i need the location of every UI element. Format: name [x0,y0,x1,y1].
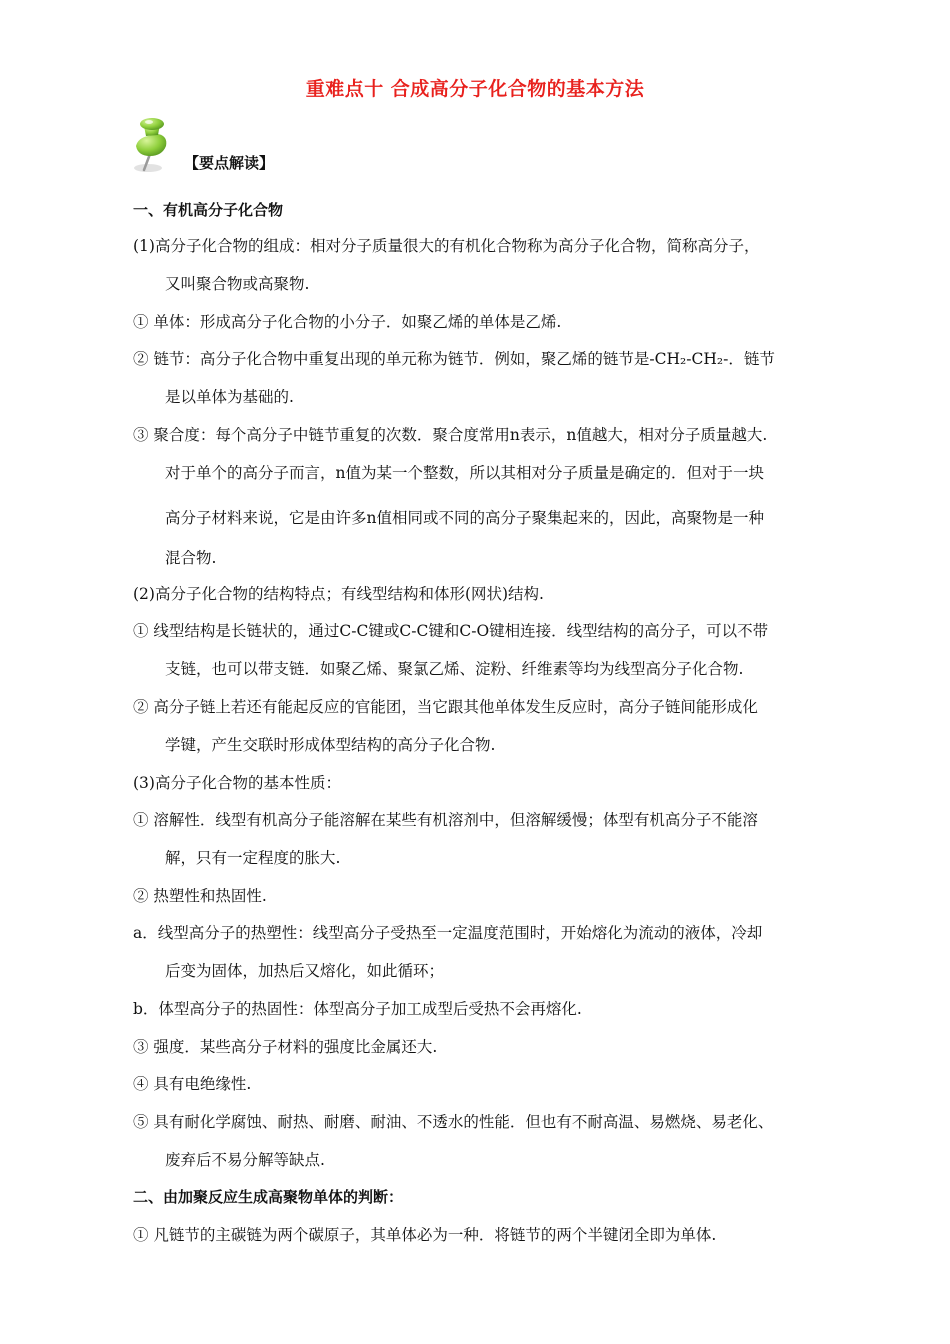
text-line: 支链，也可以带支链．如聚乙烯、聚氯乙烯、淀粉、纤维素等均为线型高分子化合物. [165,660,744,678]
text-line: ② 热塑性和热固性. [133,887,267,905]
text-line: 学键，产生交联时形成体型结构的高分子化合物. [165,736,496,754]
text-line: ① 线型结构是长链状的，通过C-C键或C-C键和C-O键相连接．线型结构的高分子，可以不带 [133,622,769,640]
text-line: 混合物. [165,549,217,567]
text-line: ② 链节：高分子化合物中重复出现的单元称为链节．例如，聚乙烯的链节是-CH₂-CH₂-．链节 [133,350,775,368]
text-line: 又叫聚合物或高聚物. [165,275,310,293]
text-line: 高分子材料来说，它是由许多n值相同或不同的高分子聚集起来的，因此，高聚物是一种 [165,509,764,527]
heading-monomer-judgment: 二、由加聚反应生成高聚物单体的判断： [133,1188,404,1206]
page-title: 重难点十 合成高分子化合物的基本方法 [305,78,645,100]
text-line: ④ 具有电绝缘性. [133,1075,252,1093]
text-line: a．线型高分子的热塑性：线型高分子受热至一定温度范围时，开始熔化为流动的液体，冷却 [133,924,763,942]
text-line: ② 高分子链上若还有能起反应的官能团，当它跟其他单体发生反应时，高分子链间能形成化 [133,698,758,716]
text-line: ③ 聚合度：每个高分子中链节重复的次数．聚合度常用n表示，n值越大，相对分子质量越大. [133,426,768,444]
text-line: 是以单体为基础的. [165,388,294,406]
text-line: ⑤ 具有耐化学腐蚀、耐热、耐磨、耐油、不透水的性能．但也有不耐高温、易燃烧、易老化、 [133,1113,774,1131]
text-line: b．体型高分子的热固性：体型高分子加工成型后受热不会再熔化. [133,1000,582,1018]
section-label: 【要点解读】 [184,154,275,172]
text-line: 解，只有一定程度的胀大. [165,849,341,867]
text-line: 废弃后不易分解等缺点. [165,1151,325,1169]
text-line: (1)高分子化合物的组成：相对分子质量很大的有机化合物称为高分子化合物，简称高分子， [133,237,760,255]
text-line: 后变为固体，加热后又熔化，如此循环； [165,962,445,980]
text-line: ③ 强度．某些高分子材料的强度比金属还大. [133,1038,438,1056]
text-line: 对于单个的高分子而言，n值为某一个整数，所以其相对分子质量是确定的．但对于一块 [165,464,764,482]
text-line: (3)高分子化合物的基本性质： [133,774,341,792]
text-line: ① 溶解性．线型有机高分子能溶解在某些有机溶剂中，但溶解缓慢；体型有机高分子不能溶 [133,811,758,829]
text-line: ① 凡链节的主碳链为两个碳原子，其单体必为一种．将链节的两个半键闭全即为单体. [133,1226,717,1244]
text-line: ① 单体：形成高分子化合物的小分子．如聚乙烯的单体是乙烯. [133,313,562,331]
text-line: (2)高分子化合物的结构特点；有线型结构和体形(网状)结构. [133,585,544,603]
heading-organic-polymers: 一、有机高分子化合物 [133,201,284,219]
